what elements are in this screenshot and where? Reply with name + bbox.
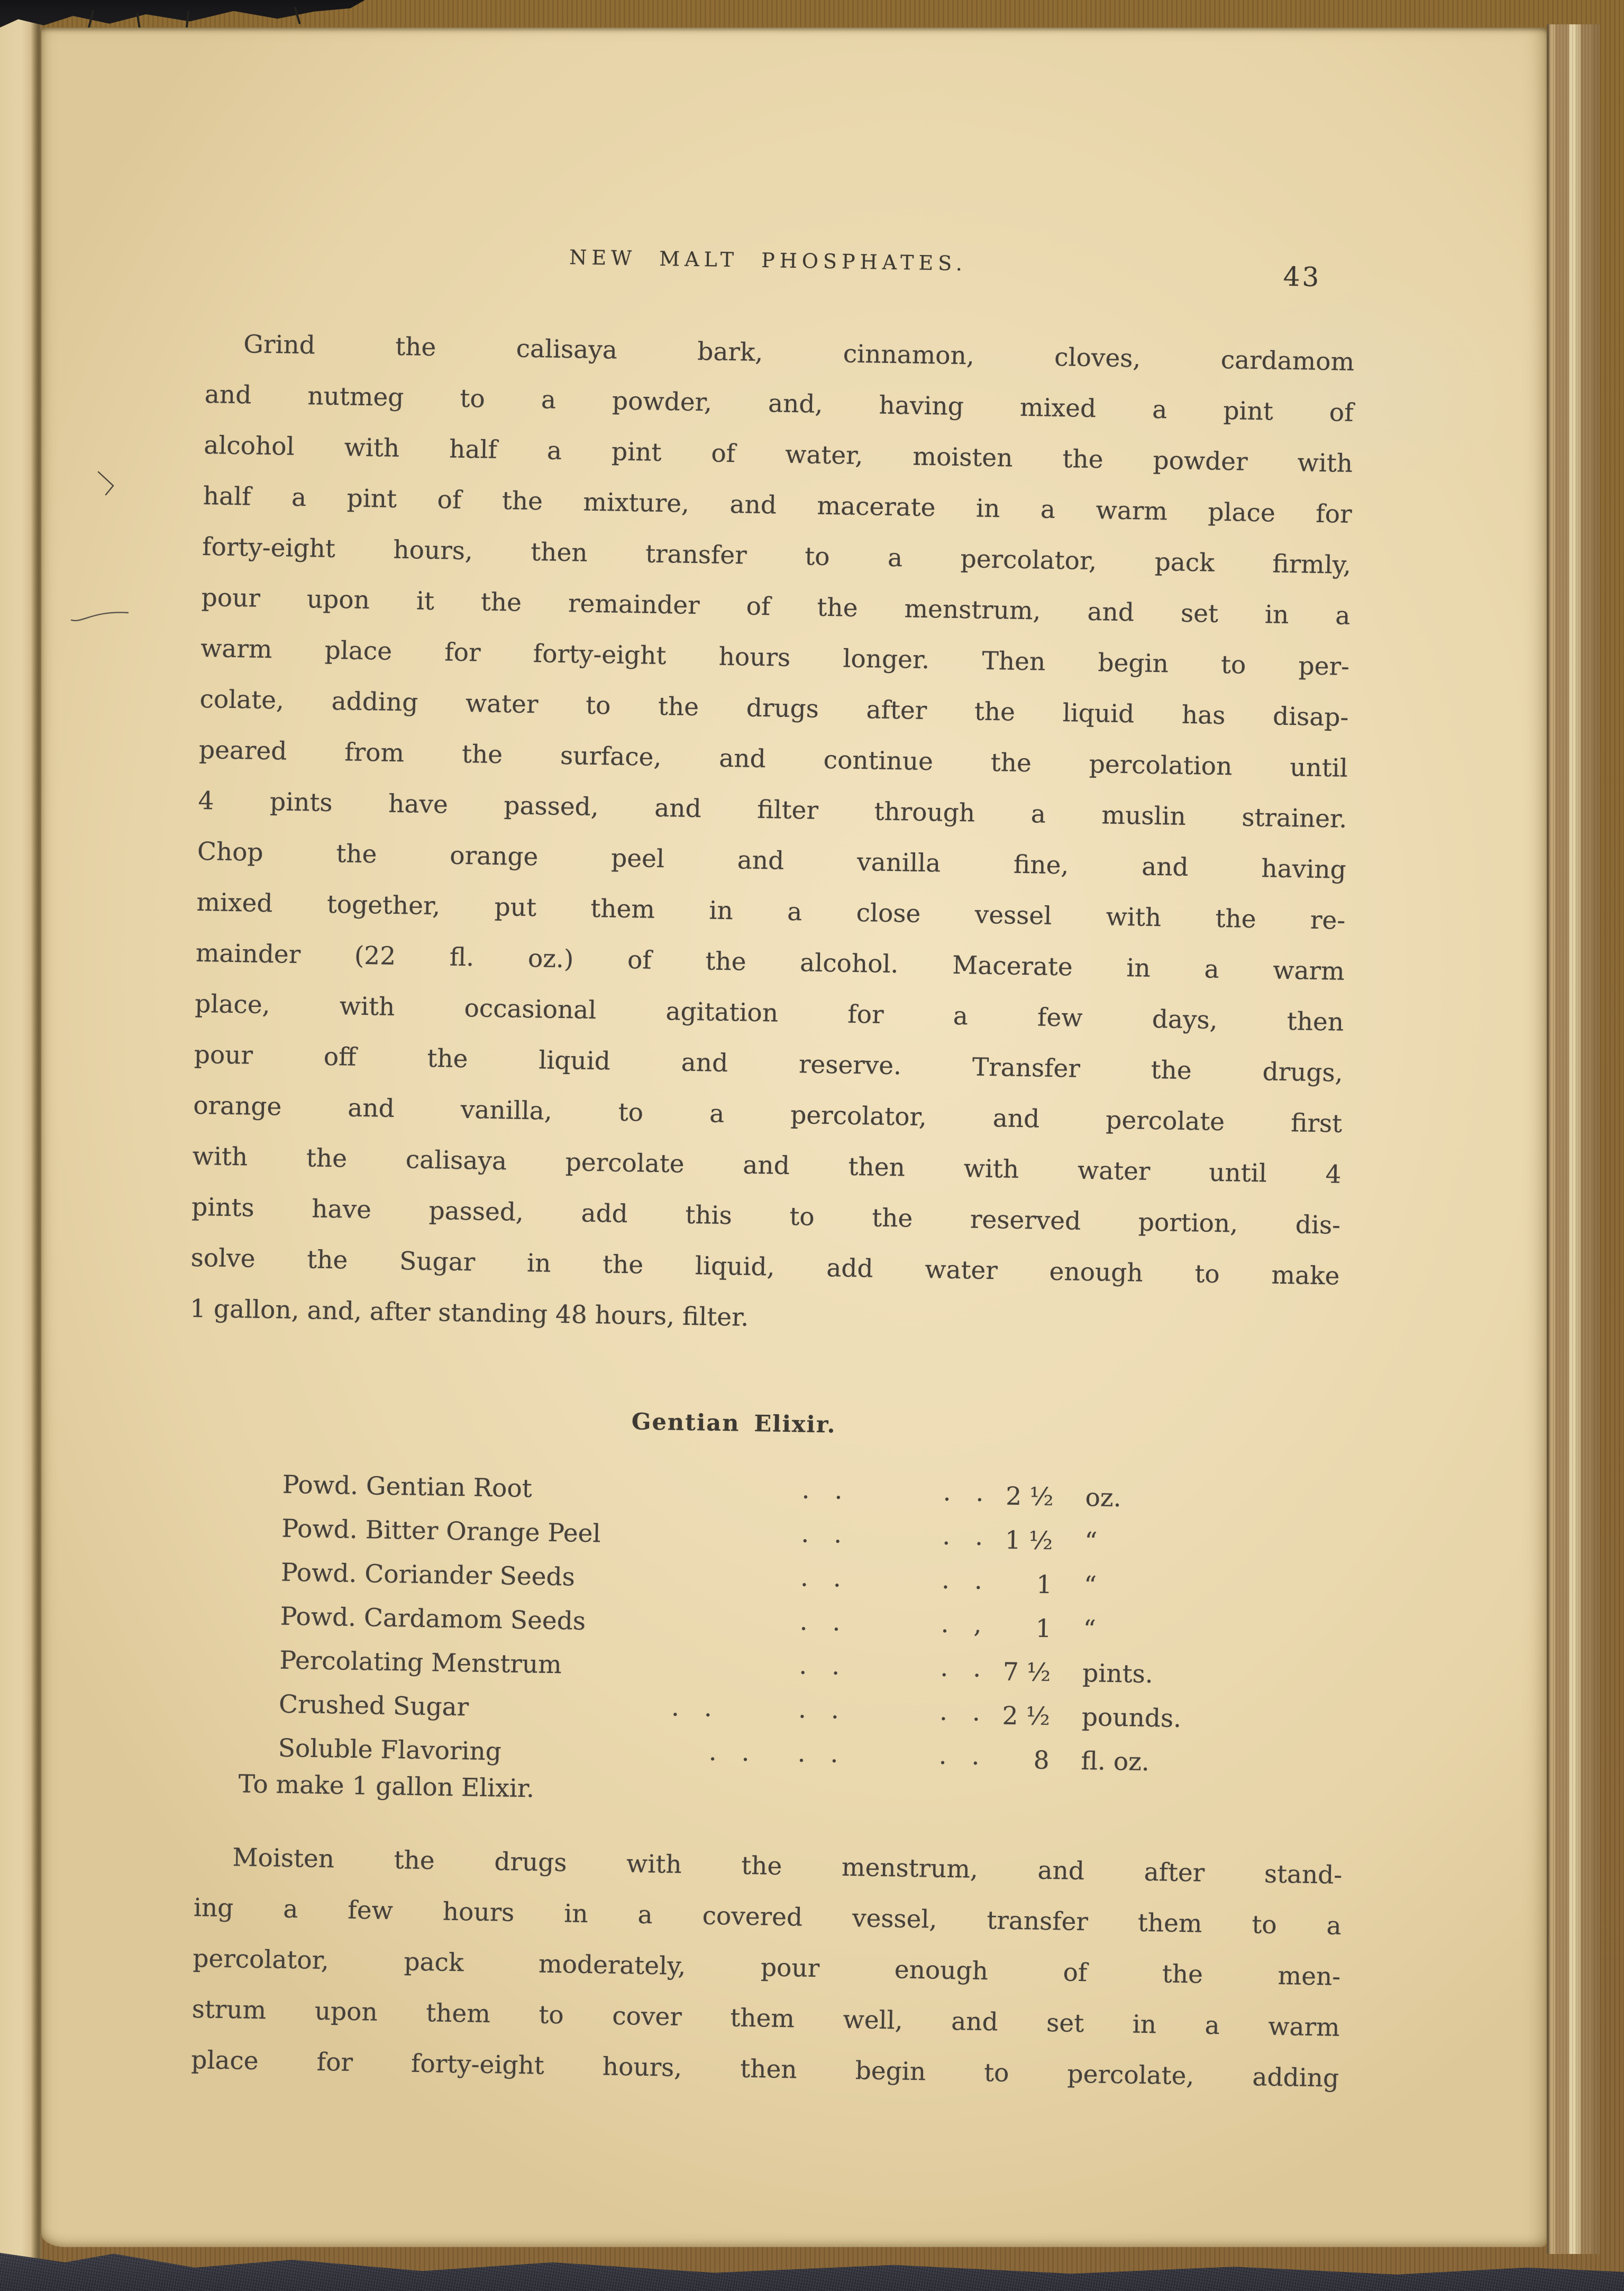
text-line: percolator, pack moderately, pour enough of the men- bbox=[192, 1944, 1341, 1992]
dot-leader: . . bbox=[799, 1651, 849, 1681]
ingredient-unit: “ bbox=[1084, 1527, 1098, 1557]
dot-leader: . . bbox=[939, 1653, 990, 1684]
text-line: half a pint of the mixture, and macerate in a warm place for bbox=[203, 481, 1352, 529]
ingredient-unit: pounds. bbox=[1081, 1702, 1182, 1734]
dot-leader: . . bbox=[938, 1741, 989, 1771]
ingredient-unit: oz. bbox=[1085, 1483, 1122, 1513]
ingredient-name: Percolating Menstrum bbox=[279, 1645, 562, 1680]
ingredient-table bbox=[278, 1467, 1245, 1789]
text-line: 1 gallon, and, after standing 48 hours, filter. bbox=[189, 1294, 749, 1332]
text-line: place, with occasional agitation for a few days, then bbox=[194, 989, 1344, 1037]
dot-leader: . . bbox=[942, 1521, 992, 1552]
ingredient-amount: 2 ½ bbox=[1002, 1701, 1051, 1732]
ingredient-amount: 2 ½ bbox=[1005, 1481, 1054, 1512]
cover-cloth-top bbox=[0, 0, 365, 28]
text-line: solve the Sugar in the liquid, add water enough to make bbox=[190, 1243, 1340, 1291]
ingredient-name: Powd. Cardamom Seeds bbox=[280, 1602, 586, 1636]
ingredient-name: Soluble Flavoring bbox=[278, 1733, 502, 1767]
dot-leader: . , bbox=[941, 1609, 991, 1640]
ingredient-name: Powd. Gentian Root bbox=[282, 1470, 533, 1504]
yield-note: To make 1 gallon Elixir. bbox=[238, 1769, 535, 1804]
text-line: alcohol with half a pint of water, moisten the powder with bbox=[203, 431, 1353, 478]
page-text bbox=[6, 28, 1547, 2271]
text-line: mainder (22 fl. oz.) of the alcohol. Macerate in a warm bbox=[195, 938, 1345, 986]
ingredient-amount: 8 bbox=[1033, 1745, 1050, 1776]
text-line: 4 pints have passed, and filter through a muslin strainer. bbox=[198, 786, 1347, 834]
text-line: colate, adding water to the drugs after the liquid has disap- bbox=[199, 684, 1349, 732]
dot-leader: . . bbox=[800, 1563, 850, 1593]
running-header: NEW MALT PHOSPHATES. bbox=[569, 246, 968, 276]
text-line: strum upon them to cover them well, and set in a warm bbox=[191, 1995, 1340, 2042]
text-line: Chop the orange peel and vanilla fine, and having bbox=[197, 837, 1347, 885]
ingredient-amount: 1 bbox=[1036, 1570, 1053, 1600]
pen-dash-mark bbox=[69, 604, 132, 628]
text-line: pour off the liquid and reserve. Transfer the drugs, bbox=[194, 1040, 1344, 1088]
ingredient-amount: 1 bbox=[1035, 1614, 1052, 1644]
text-line: pour upon it the remainder of the menstrum, and set in a bbox=[201, 583, 1351, 631]
text-line: ing a few hours in a covered vessel, transfer them to a bbox=[193, 1893, 1342, 1941]
dot-leader: . . bbox=[801, 1475, 852, 1505]
recipe-heading: Gentian Elixir. bbox=[631, 1408, 836, 1439]
text-line: warm place for forty-eight hours longer. Then begin to per- bbox=[200, 633, 1350, 681]
ingredient-name: Crushed Sugar bbox=[278, 1689, 469, 1722]
dot-leader: . . bbox=[941, 1565, 991, 1596]
ingredient-name: Powd. Bitter Orange Peel bbox=[281, 1514, 601, 1549]
dot-leader: . . bbox=[708, 1737, 759, 1768]
ingredient-unit: pints. bbox=[1082, 1659, 1154, 1689]
dot-leader: . . bbox=[939, 1697, 989, 1728]
text-line: place for forty-eight hours, then begin to percolate, adding bbox=[190, 2045, 1339, 2093]
dot-leader: . . bbox=[797, 1739, 847, 1769]
ingredient-name: Powd. Coriander Seeds bbox=[280, 1558, 576, 1592]
dot-leader: . . bbox=[798, 1695, 848, 1725]
page-number: 43 bbox=[1283, 261, 1321, 293]
ingredient-amount: 7 ½ bbox=[1002, 1657, 1051, 1688]
paragraph-calisaya bbox=[189, 319, 1355, 1353]
paragraph-gentian-directions bbox=[191, 1832, 1343, 2104]
text-line: Moisten the drugs with the menstrum, and after stand- bbox=[232, 1843, 1343, 1890]
text-line: forty-eight hours, then transfer to a percolator, pack firmly, bbox=[202, 532, 1352, 580]
page-edge-stack bbox=[1547, 24, 1600, 2254]
ingredient-unit: “ bbox=[1083, 1571, 1097, 1601]
ingredient-amount: 1 ½ bbox=[1005, 1525, 1053, 1556]
text-line: with the calisaya percolate and then with water until 4 bbox=[192, 1141, 1342, 1189]
pen-check-mark bbox=[94, 469, 121, 501]
dot-leader: . . bbox=[801, 1519, 851, 1549]
ingredient-unit: fl. oz. bbox=[1081, 1746, 1150, 1777]
text-line: pints have passed, add this to the reserved portion, dis- bbox=[191, 1192, 1341, 1240]
text-line: peared from the surface, and continue the percolation until bbox=[198, 735, 1348, 783]
ingredient-unit: “ bbox=[1083, 1615, 1097, 1644]
book-page bbox=[41, 28, 1547, 2247]
text-line: mixed together, put them in a close vessel with the re- bbox=[196, 887, 1346, 935]
dot-leader: . . bbox=[799, 1607, 850, 1637]
text-line: Grind the calisaya bark, cinnamon, cloves, cardamom bbox=[243, 330, 1355, 377]
dot-leader: . . bbox=[671, 1693, 721, 1723]
text-line: orange and vanilla, to a percolator, and percolate first bbox=[193, 1090, 1343, 1139]
dot-leader: . . bbox=[943, 1477, 993, 1508]
text-line: and nutmeg to a powder, and, having mixed a pint of bbox=[204, 380, 1354, 428]
